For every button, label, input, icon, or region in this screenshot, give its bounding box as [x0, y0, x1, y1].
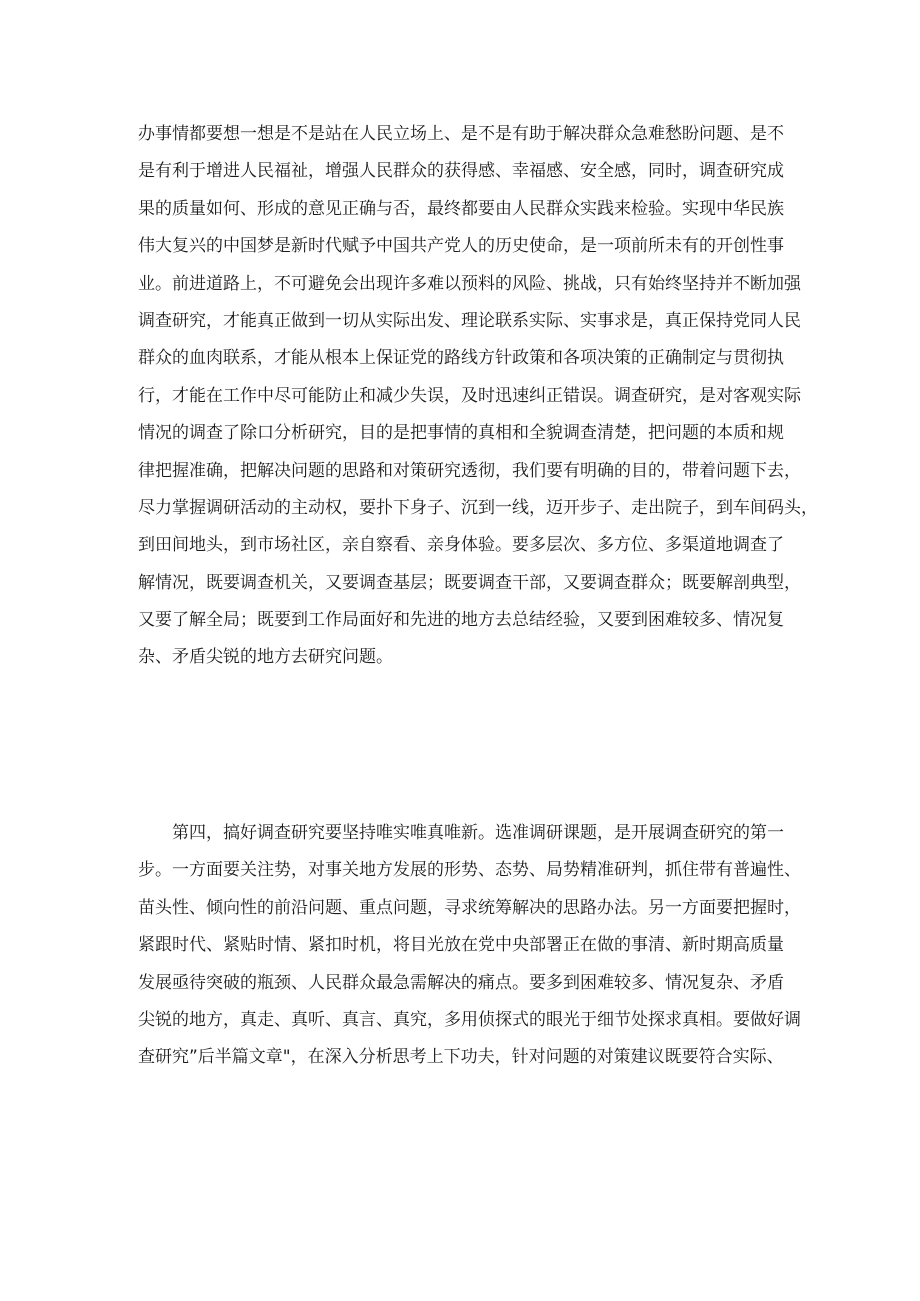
- text-line: 发展亟待突破的瓶颈、人民群众最急需解决的痛点。要多到困难较多、情况复杂、矛盾: [138, 972, 784, 993]
- text-line: 到田间地头，到市场社区，亲自察看、亲身体验。要多层次、多方位、多渠道地调查了: [138, 535, 784, 556]
- text-line: 业。前进道路上，不可避免会出现许多难以预料的风险、挑战，只有始终坚持并不断加强: [138, 273, 801, 294]
- paragraph-2: [138, 815, 801, 1077]
- text-line: 苗头性、倾向性的前沿问题、重点问题，寻求统筹解决的思路办法。另一方面要把握时，: [138, 897, 801, 918]
- text-line: 群众的血肉联系，才能从根本上保证党的路线方针政策和各项决策的正确制定与贯彻执: [138, 348, 784, 369]
- text-line: 查研究”后半篇文章"，在深入分析思考上下功夫，针对问题的对策建议既要符合实际、: [138, 1047, 784, 1068]
- text-line: 行，才能在工作中尽可能防止和减少失误，及时迅速纠正错误。调查研究，是对客观实际: [138, 385, 801, 406]
- text-line: 解情况，既要调查机关，又要调查基层；既要调查干部，又要调查群众；既要解剖典型，: [138, 572, 801, 593]
- text-line: 又要了解全局；既要到工作局面好和先进的地方去总结经验，又要到困难较多、情况复: [138, 610, 784, 631]
- text-line: 是有利于增进人民福祉，增强人民群众的获得感、幸福感、安全感，同时，调查研究成: [138, 161, 784, 182]
- text-line: 果的质量如何、形成的意见正确与否，最终都要由人民群众实践来检验。实现中华民族: [138, 198, 784, 219]
- text-line: 伟大复兴的中国梦是新时代赋予中国共产党人的历史使命，是一项前所未有的开创性事: [138, 236, 784, 257]
- text-line: 杂、矛盾尖锐的地方去研究问题。: [138, 647, 393, 668]
- text-line: 办事情都要想一想是不是站在人民立场上、是不是有助于解决群众急难愁盼问题、是不: [138, 124, 784, 144]
- text-line-first: 第四，搞好调查研究要坚持唯实唯真唯新。选准调研课题，是开展调查研究的第一: [172, 823, 784, 843]
- text-line: 律把握准确，把解决问题的思路和对策研究透彻，我们要有明确的目的，带着问题下去，: [138, 460, 801, 481]
- text-line: 尖锐的地方，真走、真听、真言、真究，多用侦探式的眼光于细节处探求真相。要做好调: [138, 1009, 801, 1030]
- text-line: 步。一方面要关注势，对事关地方发展的形势、态势、局势精准研判，抓住带有普遍性、: [138, 860, 801, 881]
- text-line: 尽力掌握调研活动的主动权，要扑下身子、沉到一线，迈开步子、走出院子，到车间码头，: [138, 497, 818, 518]
- text-line: 情况的调查了除口分析研究，目的是把事情的真相和全貌调查清楚，把问题的本质和规: [138, 423, 784, 444]
- paragraph-1: [138, 116, 818, 677]
- text-line: 紧跟时代、紧贴时情、紧扣时机，将目光放在党中央部署正在做的事清、新时期高质量: [138, 935, 784, 956]
- text-line: 调查研究，才能真正做到一切从实际出发、理论联系实际、实事求是，真正保持党同人民: [138, 310, 801, 331]
